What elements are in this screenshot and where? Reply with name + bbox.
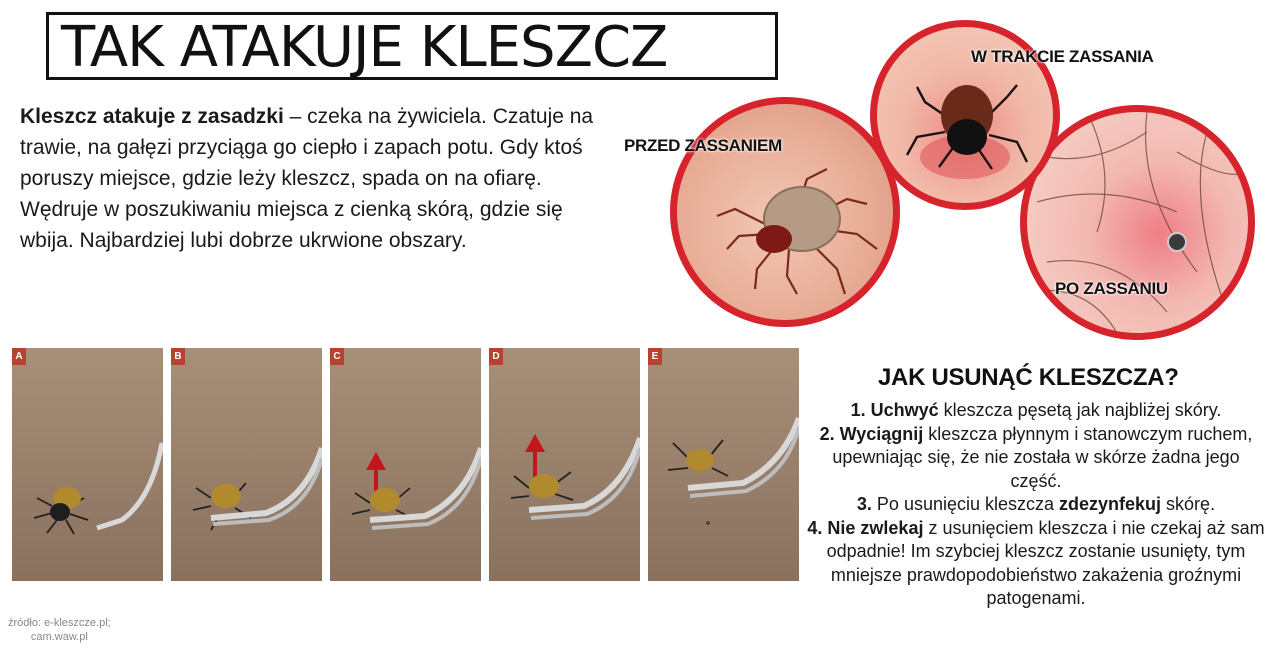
howto-title: JAK USUNĄĆ KLESZCZA? [878, 364, 1179, 391]
intro-text: – czeka na żywiciela. Czatuje na trawie, na gałęzi przyciąga go ciepło i zapach potu. Gdy ktoś poruszy miejsce, gdzie leży kleszcz, spada on na ofiarę. Wędruje w poszukiwaniu miejsca z cienką skórą, gdzie się wbija. Najbardziej lubi dobrze ukrwione obszary. [20, 105, 594, 252]
step-action: Wyciągnij [839, 423, 924, 444]
step-panel-a [12, 348, 163, 581]
label-during: W TRAKCIE ZASSANIA [971, 47, 1154, 66]
label-after: PO ZASSANIU [1055, 279, 1168, 298]
step-text: skórę. [1161, 494, 1216, 514]
panel-tag: D [489, 348, 503, 365]
panel-tag: B [171, 348, 185, 365]
label-before: PRZED ZASSANIEM [624, 136, 782, 155]
panel-tag: C [330, 348, 344, 365]
step-1 [806, 399, 1266, 423]
title-box [46, 12, 778, 80]
step-3 [806, 493, 1266, 517]
step-2 [806, 423, 1266, 494]
step-text: kleszcza pęsetą jak najbliżej skóry. [938, 400, 1222, 420]
panel-tag: A [12, 348, 26, 365]
step-number: 3. [856, 494, 872, 514]
step-number: 1. [850, 400, 871, 420]
step-text: kleszcza płynnym i stanowczym ruchem, upewniając się, że nie została w skórze żadna jego część. [832, 423, 1253, 491]
step-number: 4. [807, 517, 828, 538]
step-panel-c [330, 348, 481, 581]
source-note [8, 616, 111, 644]
source-line-1: źródło: e-kleszcze.pl; [8, 617, 111, 629]
step-text: Po usunięciu kleszcza [871, 494, 1060, 514]
step-action: Uchwyć [870, 400, 939, 420]
removal-steps-list [806, 399, 1266, 611]
before-attach-photo [670, 97, 900, 327]
step-panel-e [648, 348, 799, 581]
step-text: z usunięciem kleszcza i nie czekaj aż sam odpadnie! Im szybciej kleszcz zostanie usunięty, tym mniejsze prawdopodobieństwo zakażenia groźnymi patogenami. [826, 517, 1265, 608]
intro-bold: Kleszcz atakuje z zasadzki [20, 105, 284, 128]
step-4 [806, 517, 1266, 611]
step-panel-b [171, 348, 322, 581]
step-panel-d [489, 348, 640, 581]
step-action: zdezynfekuj [1059, 494, 1162, 514]
panel-tag: E [648, 348, 662, 365]
intro-paragraph [20, 101, 620, 256]
source-line-2: cam.waw.pl [30, 631, 88, 643]
step-action: Nie zwlekaj [827, 517, 924, 538]
page-title: TAK ATAKUJE KLESZCZ [61, 15, 668, 80]
step-number: 2. [819, 423, 840, 444]
